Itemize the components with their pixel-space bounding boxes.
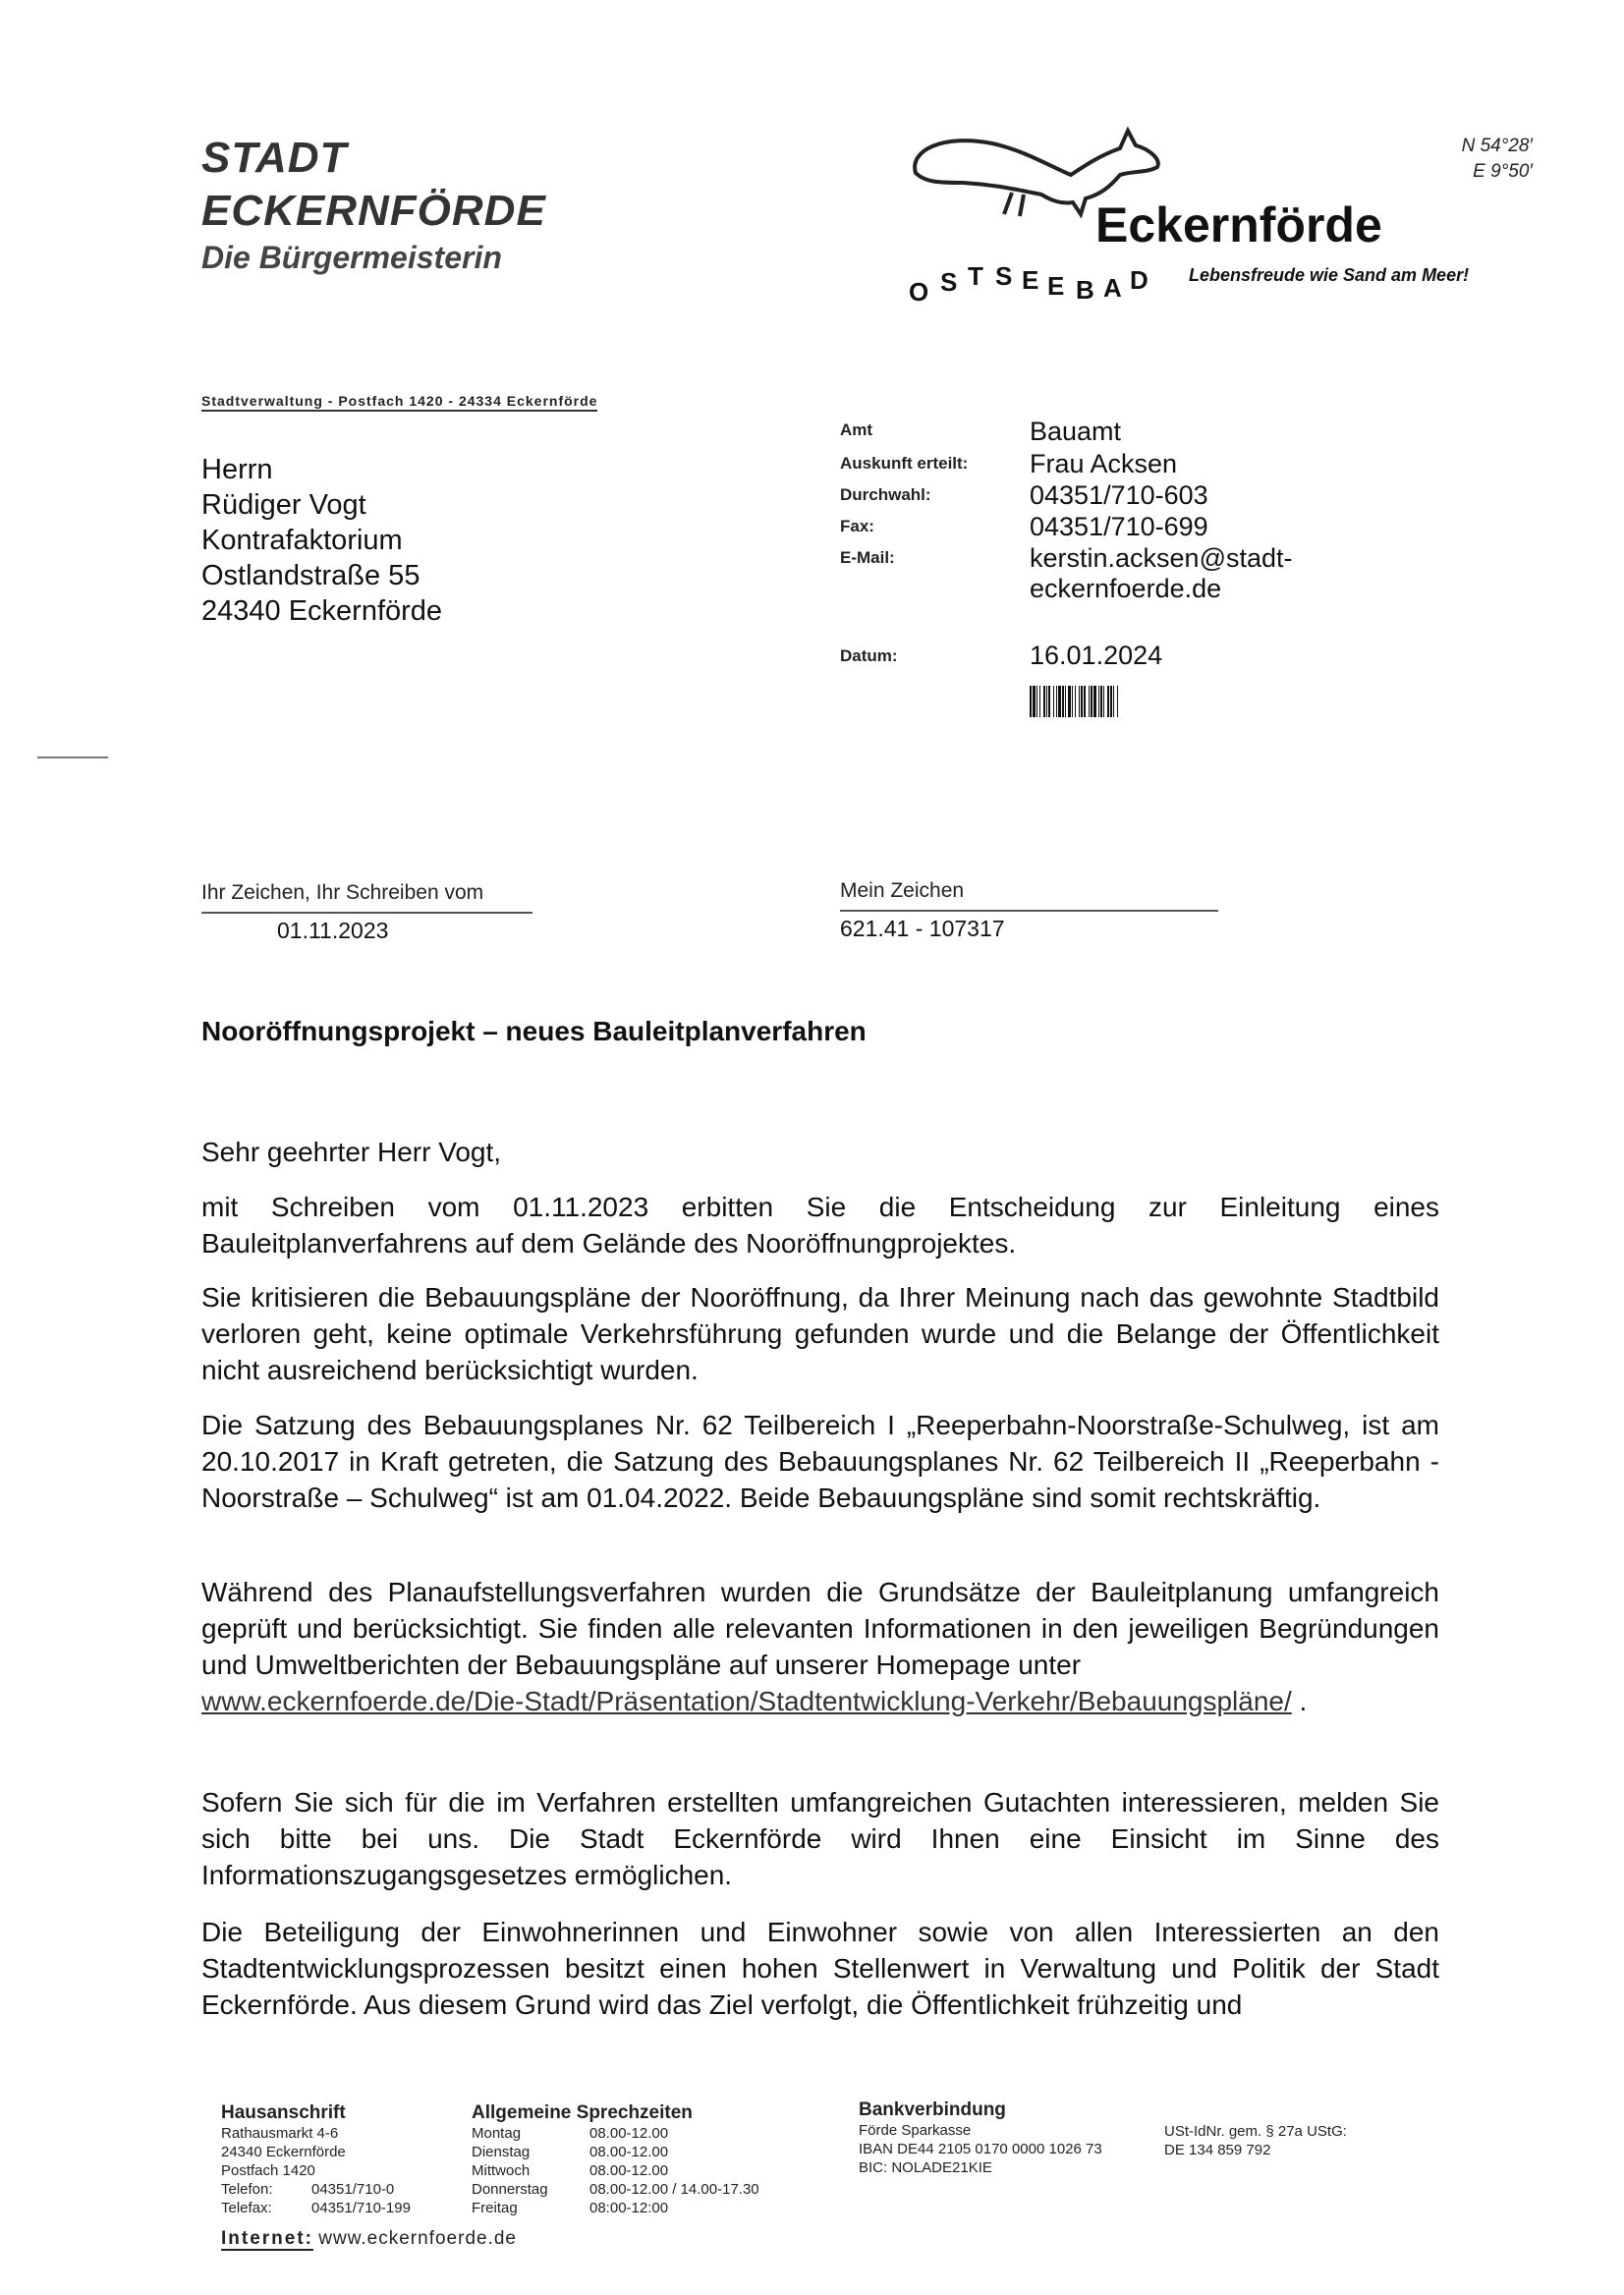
city-header [201,132,546,277]
internet-label: Internet: [221,2228,313,2249]
durchwahl-value: 04351/710-603 [1030,480,1208,510]
datum-label: Datum: [840,646,898,665]
sprechzeiten-heading: Allgemeine Sprechzeiten [472,2102,693,2123]
day-label: Mittwoch [472,2162,531,2179]
mein-zeichen-label: Mein Zeichen [840,879,965,902]
sender-line: Stadtverwaltung - Postfach 1420 - 24334 Eckernförde [201,393,597,412]
amt-label: Amt [840,420,873,439]
coord-north: N 54°28′ [1461,136,1533,156]
letter-subject: Nooröffnungsprojekt – neues Bauleitplanverfahren [201,1016,867,1046]
paragraph-4-text: Während des Planaufstellungsverfahren wurden die Grundsätze der Bauleitplanung umfangreich geprüft und berücksichtigt. Sie finden alle relevanten Informationen in den jeweiligen Begründungen und Umweltberichten der Bebauungspläne auf unserer Homepage unter [201,1577,1439,1680]
bank-heading: Bankverbindung [859,2099,1006,2120]
paragraph-6: Die Beteiligung der Einwohnerinnen und Einwohner sowie von allen Interessierten an den Stadtentwicklungsprozessen besitzt einen hohen Stellenwert in Verwaltung und Politik der Stadt Eckernförde. Aus diesem Grund wird das Ziel verfolgt, die Öffentlichkeit frühzeitig und [201,1917,1439,2020]
time-value: 08.00-12.00 [589,2144,669,2160]
ostseebad-letter: E [1047,271,1065,301]
barcode [1030,686,1220,717]
hausanschrift-line: Rathausmarkt 4-6 [221,2125,339,2142]
hausanschrift-heading: Hausanschrift [221,2102,346,2123]
telefon-label: Telefon: [221,2181,273,2198]
address-line: Rüdiger Vogt [201,489,366,521]
address-line: 24340 Eckernförde [201,595,443,627]
office-title: Die Bürgermeisterin [201,240,502,275]
paragraph-4 [201,1574,1439,1719]
city-line1: STADT [201,134,348,182]
ust-line2: DE 134 859 792 [1164,2142,1271,2158]
bebauungsplaene-link[interactable]: www.eckernfoerde.de/Die-Stadt/Präsentation/Stadtentwicklung-Verkehr/Bebauungspläne/ [201,1686,1292,1716]
paragraph-2: Sie kritisieren die Bebauungspläne der Nooröffnung, da Ihrer Meinung nach das gewohnte Stadtbild verloren geht, keine optimale Verkehrsführung gefunden wurde und die Belange der Öffentlichkeit nicht ausreichend berücksichtigt wurden. [201,1282,1439,1385]
paragraph-4-end: . [1291,1686,1308,1716]
durchwahl-label: Durchwahl: [840,485,931,504]
coordinates [1375,134,1533,185]
hausanschrift-line: 24340 Eckernförde [221,2144,346,2160]
email-value [1030,543,1293,604]
email-line2: eckernfoerde.de [1030,574,1222,603]
datum-value: 16.01.2024 [1030,641,1163,670]
telefax-label: Telefax: [221,2200,272,2216]
paragraph-1: mit Schreiben vom 01.11.2023 erbitten Sie die Entscheidung zur Einleitung eines Bauleitplanverfahrens auf dem Gelände des Nooröffnungprojektes. [201,1192,1439,1259]
bank-line: BIC: NOLADE21KIE [859,2159,992,2176]
coord-east: E 9°50′ [1473,161,1533,182]
ihr-zeichen-label: Ihr Zeichen, Ihr Schreiben vom [201,881,484,904]
slogan: Lebensfreude wie Sand am Meer! [1189,265,1470,285]
mein-zeichen-value: 621.41 - 107317 [840,916,1005,941]
day-label: Freitag [472,2200,518,2216]
fold-mark [37,756,108,758]
telefax-value: 04351/710-199 [311,2200,411,2216]
ostseebad-letter: D [1130,265,1148,295]
ostseebad-letter: T [968,261,983,291]
address-line: Kontrafaktorium [201,525,403,556]
footer-ust [1164,2122,1347,2159]
internet-value[interactable]: www.eckernfoerde.de [318,2228,517,2249]
recipient-address [201,452,442,629]
day-label: Dienstag [472,2144,531,2160]
telefon-row [221,2180,411,2199]
telefax-row [221,2199,411,2217]
bank-line: Förde Sparkasse [859,2122,972,2139]
footer-sprechzeiten [472,2102,759,2217]
paragraph-3: Die Satzung des Bebauungsplanes Nr. 62 Teilbereich I „Reeperbahn-Noorstraße-Schulweg, ist am 20.10.2017 in Kraft getreten, die Satzung des Bebauungsplanes Nr. 62 Teilbereich II „Reeperbahn - Noorstraße – Schulweg“ ist am 01.04.2022. Beide Bebauungspläne sind somit rechtskräftig. [201,1410,1439,1513]
day-label: Donnerstag [472,2181,548,2198]
ostseebad-letter: S [940,267,958,297]
address-line: Herrn [201,454,273,485]
fax-value: 04351/710-699 [1030,512,1208,541]
auskunft-value: Frau Acksen [1030,449,1178,478]
paragraph-5: Sofern Sie sich für die im Verfahren erstellten umfangreichen Gutachten interessieren, melden Sie sich bitte bei uns. Die Stadt Eckernförde wird Ihnen eine Einsicht im Sinne des Informationszugangsgesetzes ermöglichen. [201,1787,1439,1890]
address-line: Ostlandstraße 55 [201,560,420,591]
city-line2: ECKERNFÖRDE [201,187,546,235]
hausanschrift-line: Postfach 1420 [221,2162,315,2179]
email-line1: kerstin.acksen@stadt- [1030,543,1293,573]
ust-line1: USt-IdNr. gem. § 27a UStG: [1164,2123,1347,2140]
time-value: 08.00-12.00 / 14.00-17.30 [589,2181,759,2198]
brand-name: Eckernförde [1095,197,1382,252]
email-label: E-Mail: [840,548,895,567]
footer-hausanschrift [221,2102,411,2217]
day-label: Montag [472,2125,522,2142]
time-value: 08:00-12:00 [589,2200,669,2216]
footer-bank [859,2099,1102,2177]
telefon-value: 04351/710-0 [311,2181,395,2198]
ostseebad-letter: B [1076,275,1094,305]
salutation: Sehr geehrter Herr Vogt, [201,1137,502,1167]
ihr-zeichen-rule [201,912,532,914]
fax-label: Fax: [840,517,874,535]
time-value: 08.00-12.00 [589,2162,669,2179]
bank-line: IBAN DE44 2105 0170 0000 1026 73 [859,2141,1102,2157]
auskunft-label: Auskunft erteilt: [840,454,969,473]
ostseebad-letter: E [1022,265,1039,295]
ihr-zeichen-value: 01.11.2023 [277,918,389,943]
ostseebad-letter: S [995,261,1013,291]
mein-zeichen-rule [840,910,1218,912]
ostseebad-letter: O [909,277,929,307]
barcode-bar [1118,686,1120,717]
footer-internet [221,2228,517,2250]
amt-value: Bauamt [1030,417,1122,446]
ostseebad-letter: A [1103,273,1122,303]
time-value: 08.00-12.00 [589,2125,669,2142]
